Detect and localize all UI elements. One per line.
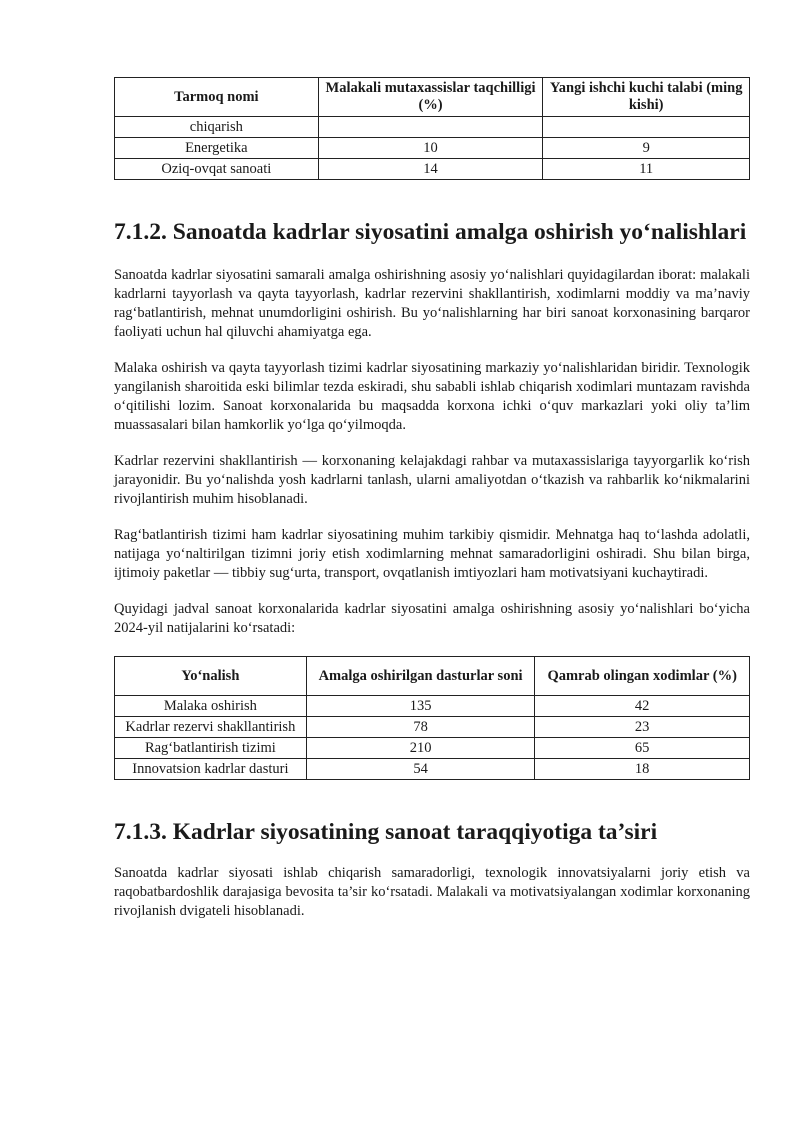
table-cell: Malaka oshirish (115, 696, 307, 717)
table-cell: 14 (318, 159, 543, 180)
table-cell: 9 (543, 138, 750, 159)
table-cell: 54 (306, 759, 535, 780)
paragraph: Sanoatda kadrlar siyosati ishlab chiqarish samaradorligi, texnologik innovatsiyalarni joriy etish va raqobatbardoshlik darajasiga bevosita ta’sir ko‘rsatadi. Malakali va motivatsiyalangan xodimlar korxonaning rivojlanish dvigateli hisoblanadi. (114, 865, 750, 919)
table-cell: 210 (306, 738, 535, 759)
table-header-cell: Malakali mutaxassislar taqchilligi (%) (318, 78, 543, 117)
table-header-row (115, 78, 750, 117)
table-cell: Kadrlar rezervi shakllantirish (115, 717, 307, 738)
paragraph: Quyidagi jadval sanoat korxonalarida kadrlar siyosatini amalga oshirishning asosiy yo‘nalishlari bo‘yicha 2024-yil natijalarini ko‘rsatadi: (114, 601, 750, 636)
section-heading: 7.1.2. Sanoatda kadrlar siyosatini amalga oshirish yo‘nalishlari (114, 219, 747, 245)
table-cell: 11 (543, 159, 750, 180)
paragraph: Rag‘batlantirish tizimi ham kadrlar siyosatining muhim tarkibiy qismidir. Mehnatga haq to‘lashda adolatli, natijaga yo‘naltirilgan tizimni joriy etish xodimlarning mehnat samaradorligini oshiradi. Shu bilan birga, ijtimoiy paketlar — tibbiy sug‘urta, transport, ovqatlanish imtiyozlari ham motivatsiyani kuchaytiradi. (114, 527, 750, 581)
table-cell: 135 (306, 696, 535, 717)
paragraph: Malaka oshirish va qayta tayyorlash tizimi kadrlar siyosatining markaziy yo‘nalishlaridan biridir. Texnologik yangilanish sharoitida eski bilimlar tezda eskiradi, shu sababli ishlab chiqarish xodimlari muntazam ravishda o‘qitilishi lozim. Sanoat korxonalarida bu maqsadda korxona ichki o‘quv markazlari yoki oliy ta’lim muassasalari bilan hamkorlik yo‘lga qo‘yilmoqda. (114, 360, 750, 433)
paragraph: Kadrlar rezervini shakllantirish — korxonaning kelajakdagi rahbar va mutaxassislariga tayyorgarlik ko‘rish jarayonidir. Bu yo‘nalishda yosh kadrlarni tanlash, ularni amaliyotdan o‘tkazish va rahbarlik ko‘nikmalarini rivojlantirish muhim hisoblanadi. (114, 453, 750, 507)
sector-shortage-table (114, 77, 750, 180)
paragraph: Sanoatda kadrlar siyosatini samarali amalga oshirishning asosiy yo‘nalishlari quyidagilardan iborat: malakali kadrlarni tayyorlash va qayta tayyorlash, kadrlar rezervini shakllantirish, xodimlarni moddiy va ma’naviy rag‘batlantirish, mehnat unumdorligini oshirish. Bu yo‘nalishlarning har biri sanoat korxonasining barqaror faoliyati uchun hal qiluvchi ahamiyatga ega. (114, 267, 750, 340)
table-header-cell: Amalga oshirilgan dasturlar soni (306, 657, 535, 696)
table-row (115, 717, 750, 738)
table-cell: chiqarish (115, 117, 319, 138)
table-cell: Oziq-ovqat sanoati (115, 159, 319, 180)
table-cell (543, 117, 750, 138)
document-page (114, 77, 750, 921)
table-cell: 18 (535, 759, 750, 780)
table-row (115, 159, 750, 180)
table-cell: Innovatsion kadrlar dasturi (115, 759, 307, 780)
table-header-cell: Tarmoq nomi (115, 78, 319, 117)
table-header-cell: Yangi ishchi kuchi talabi (ming kishi) (543, 78, 750, 117)
table-cell: 42 (535, 696, 750, 717)
section-heading: 7.1.3. Kadrlar siyosatining sanoat taraqqiyotiga ta’siri (114, 819, 658, 845)
table-row (115, 759, 750, 780)
table-row (115, 738, 750, 759)
table-row (115, 696, 750, 717)
table-row (115, 138, 750, 159)
directions-results-table (114, 656, 750, 780)
table-cell: Energetika (115, 138, 319, 159)
table-row (115, 117, 750, 138)
table-cell: Rag‘batlantirish tizimi (115, 738, 307, 759)
table-cell: 65 (535, 738, 750, 759)
table-cell: 78 (306, 717, 535, 738)
table-header-row (115, 657, 750, 696)
table-header-cell: Yo‘nalish (115, 657, 307, 696)
table-cell: 23 (535, 717, 750, 738)
table-header-cell: Qamrab olingan xodimlar (%) (535, 657, 750, 696)
table-cell: 10 (318, 138, 543, 159)
table-cell (318, 117, 543, 138)
